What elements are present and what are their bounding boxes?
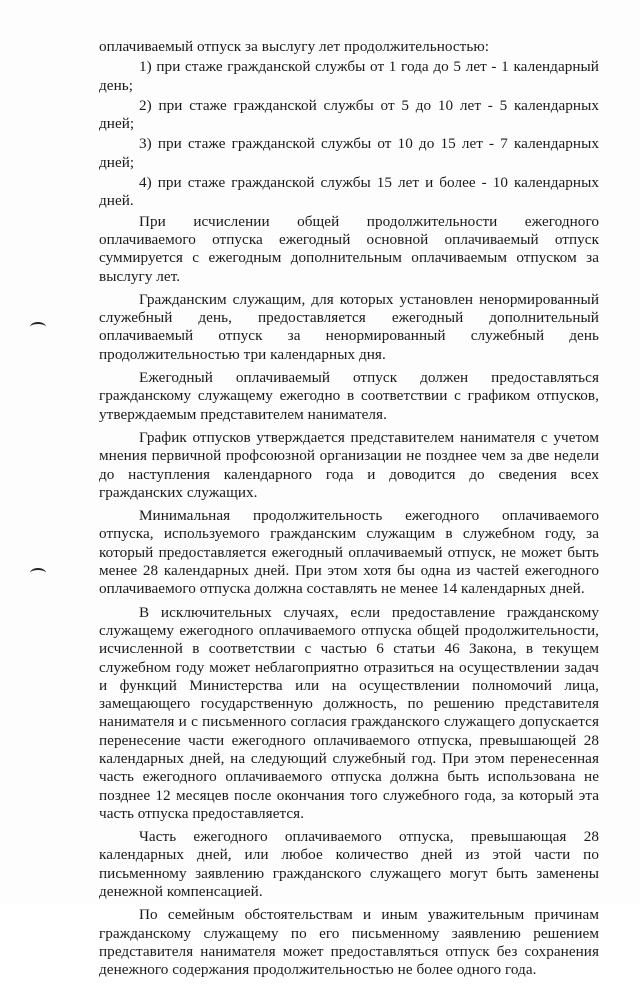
paragraph-irregular-day: Гражданским служащим, для которых установлен ненормированный служебный день, предоставляется ежегодный дополнительный оплачиваемый отпуск за ненормированный служебный день продолжительностью три календарных дня. bbox=[99, 290, 599, 363]
list-item-4: 4) при стаже гражданской службы 15 лет и более - 10 календарных дней. bbox=[99, 174, 599, 210]
hole-punch-mark-top bbox=[30, 322, 46, 332]
list-item-1: 1) при стаже гражданской службы от 1 года до 5 лет - 1 календарный день; bbox=[99, 58, 599, 94]
paragraph-total-duration: При исчислении общей продолжительности ежегодного оплачиваемого отпуска ежегодный основной оплачиваемый отпуск суммируется с ежегодным дополнительным оплачиваемым отпуском за выслугу лет. bbox=[99, 212, 599, 285]
paragraph-schedule-approval: График отпусков утверждается представителем нанимателя с учетом мнения первичной профсоюзной организации не позднее чем за две недели до наступления календарного года и доводится до сведения всех гражданских служащих. bbox=[99, 428, 599, 501]
paragraph-schedule: Ежегодный оплачиваемый отпуск должен предоставляться гражданскому служащему ежегодно в соответствии с графиком отпусков, утверждаемым представителем нанимателя. bbox=[99, 369, 599, 423]
list-item-3: 3) при стаже гражданской службы от 10 до 15 лет - 7 календарных дней; bbox=[99, 135, 599, 171]
paragraph-unpaid-leave: По семейным обстоятельствам и иным уважительным причинам гражданскому служащему по его письменному заявлению решением представителя нанимателя может предоставляться отпуск без сохранения денежного содержания продолжительностью не более одного года. bbox=[99, 906, 599, 979]
paragraph-minimum-duration: Минимальная продолжительность ежегодного оплачиваемого отпуска, используемого гражданским служащим в служебном году, за который предоставляется ежегодный оплачиваемый отпуск, не может быть менее 28 календарных дней. При этом хотя бы одна из частей ежегодного оплачиваемого отпуска должна составлять не менее 14 календарных дней. bbox=[99, 507, 599, 598]
paragraph-compensation: Часть ежегодного оплачиваемого отпуска, превышающая 28 календарных дней, или любое количество дней из этой части по письменному заявлению гражданского служащего могут быть заменены денежной компенсацией. bbox=[99, 828, 599, 901]
list-item-2: 2) при стаже гражданской службы от 5 до 10 лет - 5 календарных дней; bbox=[99, 96, 599, 133]
document-body bbox=[99, 38, 599, 985]
paragraph-intro: оплачиваемый отпуск за выслугу лет продолжительностью: bbox=[99, 38, 490, 55]
paragraph-exceptional-cases: В исключительных случаях, если предоставление гражданскому служащему ежегодного оплачиваемого отпуска общей продолжительности, исчисленной в соответствии с частью 6 статьи 46 Закона, в текущем служебном году может неблагоприятно отразиться на осуществлении задач и функций Министерства или на осуществлении полномочий лица, замещающего государственную должность, по решению представителя нанимателя и с письменного согласия гражданского служащего допускается перенесение части ежегодного оплачиваемого отпуска, превышающей 28 календарных дней, на следующий служебный год. При этом перенесенная часть ежегодного оплачиваемого отпуска должна быть использована не позднее 12 месяцев после окончания того служебного года, за который эта часть отпуска предоставляется. bbox=[99, 603, 599, 822]
hole-punch-mark-bottom bbox=[30, 568, 46, 578]
